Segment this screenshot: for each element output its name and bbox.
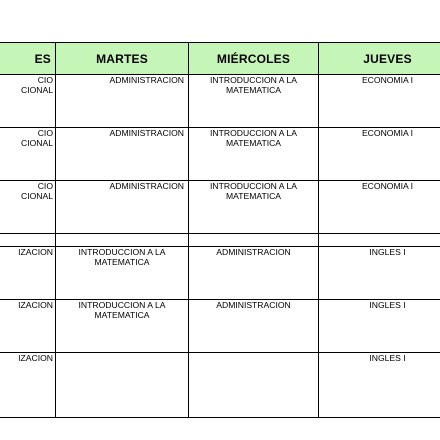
cell-miercoles[interactable]: [189, 75, 319, 128]
header-miercoles[interactable]: MIÉRCOLES: [189, 43, 319, 75]
cell-martes[interactable]: [56, 353, 189, 418]
cell-line: ADMINISTRACION: [216, 300, 291, 310]
cell-line: MATEMATICA: [225, 85, 282, 95]
cell-lunes[interactable]: [0, 300, 56, 353]
cell-miercoles[interactable]: [189, 300, 319, 353]
cell-line: ADMINISTRACION: [109, 181, 184, 191]
cell-line: ADMINISTRACION: [216, 247, 291, 257]
cell-jueves[interactable]: [319, 128, 440, 181]
cell-line: INTRODUCCION A LA: [210, 75, 297, 85]
cell-line: MATEMATICA: [94, 257, 150, 267]
cell-line: MATEMATICA: [94, 310, 150, 320]
table-row: [0, 181, 440, 234]
cell-miercoles[interactable]: [189, 181, 319, 234]
cell-line: CIO: [37, 128, 53, 138]
cell-line: INGLES I: [369, 247, 406, 257]
cell-line: ECONOMIA I: [361, 75, 414, 85]
table-row: [0, 128, 440, 181]
cell-lunes[interactable]: [0, 234, 56, 247]
cell-line: INGLES I: [369, 300, 406, 310]
cell-jueves[interactable]: [319, 247, 440, 300]
header-lunes[interactable]: ES: [0, 43, 56, 75]
cell-line: ECONOMIA I: [361, 128, 414, 138]
cell-martes[interactable]: [56, 234, 189, 247]
header-row: [0, 43, 440, 75]
cell-jueves[interactable]: [319, 353, 440, 418]
cell-martes[interactable]: [56, 300, 189, 353]
cell-line: ADMINISTRACION: [109, 128, 184, 138]
cell-line: ECONOMIA I: [361, 181, 414, 191]
cell-jueves[interactable]: [319, 75, 440, 128]
cell-line: CIONAL: [21, 138, 53, 148]
cell-martes[interactable]: [56, 181, 189, 234]
cell-lunes[interactable]: [0, 75, 56, 128]
cell-line: INTRODUCCION A LA: [78, 247, 166, 257]
cell-line: CIONAL: [21, 85, 53, 95]
cell-lunes[interactable]: [0, 128, 56, 181]
cell-lunes[interactable]: [0, 353, 56, 418]
cell-line: CIO: [37, 75, 53, 85]
table-row-spacer: [0, 234, 440, 247]
cell-line: MATEMATICA: [225, 191, 282, 201]
cell-line: INTRODUCCION A LA: [210, 181, 297, 191]
table-row: [0, 300, 440, 353]
header-jueves[interactable]: JUEVES: [319, 43, 440, 75]
cell-lunes[interactable]: [0, 247, 56, 300]
cell-jueves[interactable]: [319, 181, 440, 234]
cell-miercoles[interactable]: [189, 353, 319, 418]
cell-lunes[interactable]: [0, 181, 56, 234]
cell-miercoles[interactable]: [189, 128, 319, 181]
cell-line: IZACION: [18, 300, 53, 310]
cell-line: INGLES I: [369, 353, 406, 363]
cell-jueves[interactable]: [319, 234, 440, 247]
cell-line: CIONAL: [21, 191, 53, 201]
table-row: [0, 75, 440, 128]
header-martes[interactable]: MARTES: [56, 43, 189, 75]
cell-miercoles[interactable]: [189, 234, 319, 247]
cell-line: INTRODUCCION A LA: [210, 128, 297, 138]
cell-line: IZACION: [18, 247, 53, 257]
cell-line: INTRODUCCION A LA: [78, 300, 166, 310]
cell-jueves[interactable]: [319, 300, 440, 353]
cell-martes[interactable]: [56, 75, 189, 128]
cell-line: IZACION: [18, 353, 53, 363]
cell-line: MATEMATICA: [225, 138, 282, 148]
cell-martes[interactable]: [56, 128, 189, 181]
table-row: [0, 247, 440, 300]
table-row: [0, 353, 440, 418]
cell-line: CIO: [37, 181, 53, 191]
cell-martes[interactable]: [56, 247, 189, 300]
cell-miercoles[interactable]: [189, 247, 319, 300]
cell-line: ADMINISTRACION: [109, 75, 184, 85]
schedule-table: [0, 42, 440, 418]
